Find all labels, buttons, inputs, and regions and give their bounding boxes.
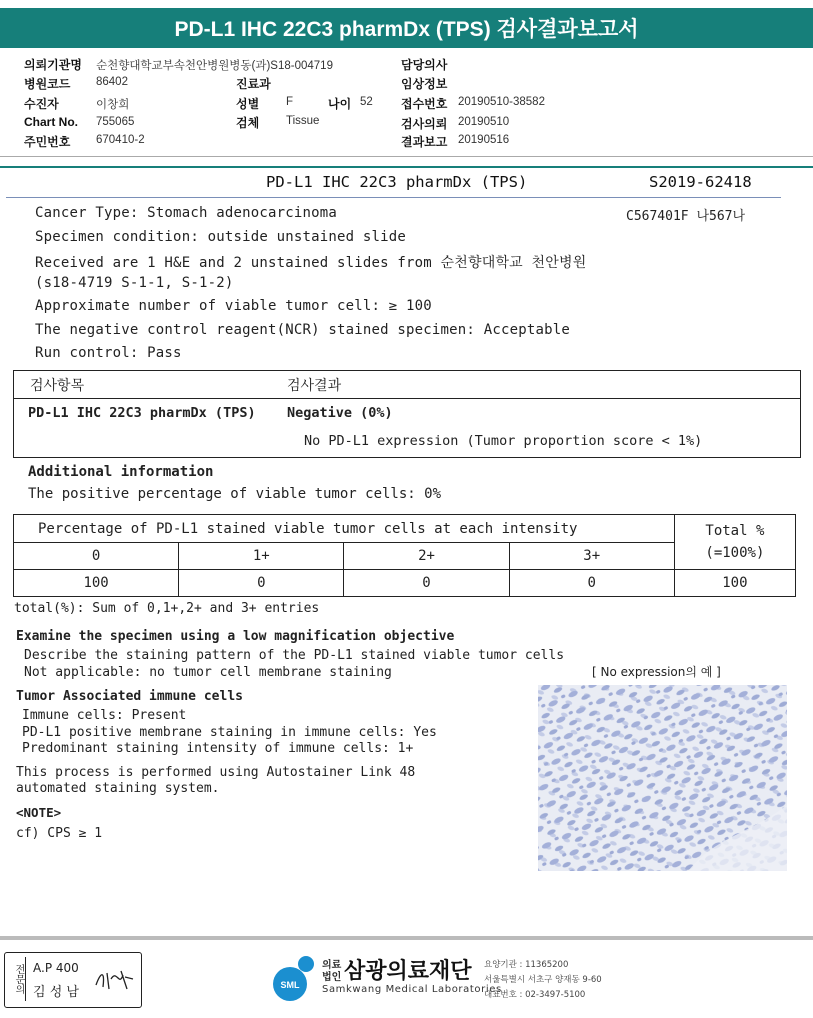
info-label: 주민번호 (24, 135, 71, 149)
process-line: automated staining system. (16, 781, 220, 796)
org-contact: 대표번호 : 02-3497-5100 (484, 990, 586, 1000)
divider (6, 197, 781, 198)
result-item: PD-L1 IHC 22C3 pharmDx (TPS) (28, 405, 256, 421)
sml-logo-icon (270, 952, 322, 1002)
intensity-value: 100 (14, 570, 179, 597)
divider (0, 166, 813, 168)
microscopy-texture (538, 685, 787, 871)
info-label: 결과보고 (401, 135, 448, 149)
info-value: F (286, 96, 294, 108)
examine-line: Not applicable: no tumor cell membrane staining (24, 665, 392, 680)
org-contact: 서울특별시 서초구 양재동 9-60 (484, 975, 602, 985)
intensity-col: 2+ (344, 543, 509, 570)
info-label: 병원코드 (24, 77, 71, 91)
info-label: 검사의뢰 (401, 117, 448, 131)
info-value: 670410-2 (96, 134, 145, 146)
detail-line: The negative control reagent(NCR) stained specimen: Acceptable (35, 322, 570, 338)
intensity-value: 0 (344, 570, 509, 597)
intensity-col: 3+ (509, 543, 674, 570)
total-header: Total % (705, 523, 765, 539)
info-value: 20190510-38582 (458, 96, 545, 108)
note-text: cf) CPS ≥ 1 (16, 826, 103, 841)
org-prefix-top: 의료 (322, 960, 342, 971)
report-title: PD-L1 IHC 22C3 pharmDx (TPS) 검사결과보고서 (174, 18, 639, 41)
examine-line: Describe the staining pattern of the PD-L1 stained viable tumor cells (24, 648, 565, 663)
info-value: 20190510 (458, 116, 510, 128)
total-header-cell (674, 515, 795, 570)
info-value: 52 (360, 96, 373, 108)
info-value: 이창희 (96, 99, 130, 111)
immune-title: Tumor Associated immune cells (16, 689, 243, 704)
info-label: 나이 (328, 97, 352, 111)
info-label: 검체 (236, 116, 260, 130)
intensity-col: 0 (14, 543, 179, 570)
intensity-value: 0 (179, 570, 344, 597)
image-caption: [ No expression의 예 ] (592, 665, 721, 679)
info-value: Tissue (286, 115, 320, 127)
info-value: 86402 (96, 76, 128, 88)
sml-logo-text: SML (280, 980, 300, 990)
detail-line: Run control: Pass (35, 345, 182, 361)
org-name-en: Samkwang Medical Laboratories (322, 984, 502, 995)
footer-divider (0, 936, 813, 940)
column-header-result: 검사결과 (287, 378, 342, 394)
total-sub: (=100%) (705, 545, 765, 561)
org-prefix-bottom: 법인 (322, 972, 342, 983)
info-label: 성별 (236, 97, 260, 111)
test-name: PD-L1 IHC 22C3 pharmDx (TPS) (266, 173, 528, 191)
additional-title: Additional information (28, 464, 214, 480)
specimen-code: C567401F 나567나 (626, 209, 746, 224)
total-value: 100 (674, 570, 795, 597)
detail-line: Specimen condition: outside unstained slide (35, 229, 407, 245)
result-note: No PD-L1 expression (Tumor proportion score < 1%) (304, 433, 703, 449)
detail-line: Cancer Type: Stomach adenocarcinoma (35, 205, 338, 221)
info-label: 담당의사 (401, 58, 448, 72)
specimen-id: S2019-62418 (649, 173, 752, 191)
stamp-ap: A.P 400 (33, 961, 79, 975)
report-title-bar (0, 8, 813, 48)
immune-line: Predominant staining intensity of immune cells: 1+ (22, 741, 414, 756)
detail-line: (s18-4719 S-1-1, S-1-2) (35, 275, 234, 291)
info-value: 순천향대학교부속천안병원병동(과)S18-004719 (96, 60, 333, 72)
column-header-item: 검사항목 (30, 378, 85, 394)
intensity-header: Percentage of PD-L1 stained viable tumor cells at each intensity (14, 515, 675, 543)
org-name: 삼광의료재단 (344, 959, 472, 984)
info-label: 임상정보 (401, 77, 448, 91)
additional-text: The positive percentage of viable tumor cells: 0% (28, 486, 442, 502)
info-value: 20190516 (458, 134, 510, 146)
result-table-header (14, 371, 800, 399)
info-value: 755065 (96, 116, 135, 128)
examine-title: Examine the specimen using a low magnification objective (16, 629, 455, 644)
info-label: 수진자 (24, 97, 59, 111)
info-label: Chart No. (24, 115, 78, 129)
pathologist-stamp (4, 952, 142, 1008)
microscopy-image (538, 685, 787, 871)
detail-line: Received are 1 H&E and 2 unstained slides from 순천향대학교 천안병원 (35, 255, 587, 271)
stamp-label: 전문의 (9, 957, 26, 1001)
immune-line: PD-L1 positive membrane staining in immune cells: Yes (22, 725, 437, 740)
divider (0, 156, 813, 157)
intensity-value: 0 (509, 570, 674, 597)
intensity-table (13, 514, 796, 597)
signature-icon (93, 965, 135, 995)
total-note: total(%): Sum of 0,1+,2+ and 3+ entries (14, 601, 320, 616)
stamp-name: 김 성 남 (33, 985, 79, 1000)
process-line: This process is performed using Autostainer Link 48 (16, 765, 416, 780)
result-table (13, 370, 801, 458)
result-value: Negative (0%) (287, 405, 393, 421)
detail-line: Approximate number of viable tumor cell: ≥ 100 (35, 298, 432, 314)
intensity-col: 1+ (179, 543, 344, 570)
org-contact: 요양기관 : 11365200 (484, 960, 569, 970)
info-label: 의뢰기관명 (24, 58, 82, 72)
info-label: 접수번호 (401, 97, 448, 111)
immune-line: Immune cells: Present (22, 708, 187, 723)
info-label: 진료과 (236, 77, 271, 91)
note-title: <NOTE> (16, 805, 62, 820)
